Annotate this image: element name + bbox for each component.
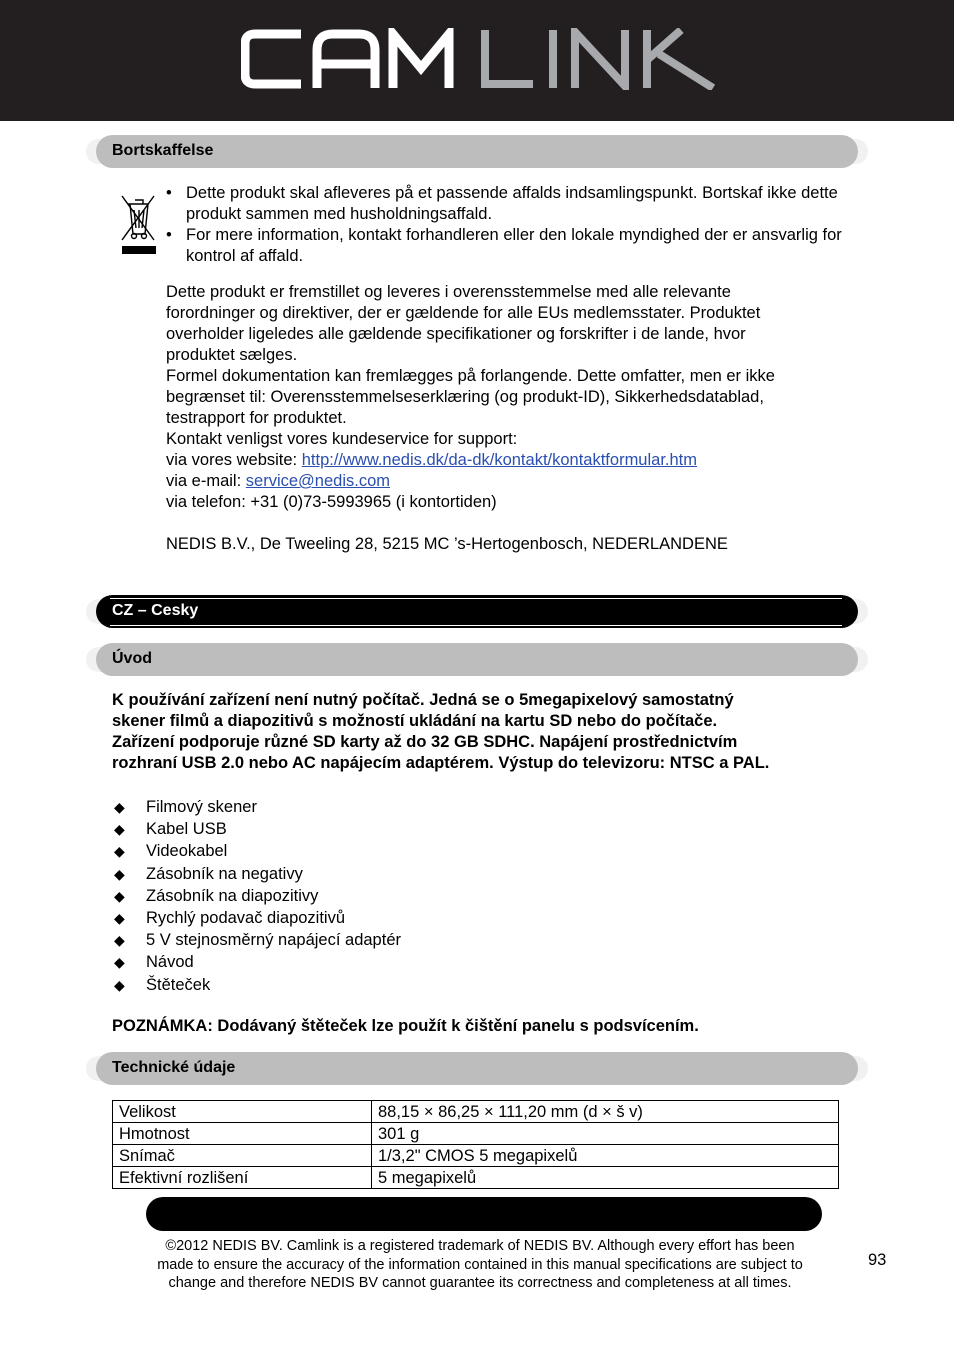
spec-value: 88,15 × 86,25 × 111,20 mm (d × š v) — [372, 1101, 839, 1123]
footer-line: ©2012 NEDIS BV. Camlink is a registered trademark of NEDIS BV. Although every effort has been — [165, 1238, 795, 1254]
email-prefix: via e-mail: — [166, 472, 246, 490]
spec-label: Efektivní rozlišení — [113, 1167, 372, 1189]
paragraph-line: overholder ligeledes alle gældende specifikationer og forskrifter i de lande, hvor — [166, 325, 746, 343]
list-item: ◆ Filmový skener — [114, 798, 257, 816]
spec-value: 301 g — [372, 1123, 839, 1145]
spec-label: Hmotnost — [113, 1123, 372, 1145]
phone-line: via telefon: +31 (0)73-5993965 (i kontortiden) — [166, 493, 497, 511]
paragraph-line: K používání zařízení není nutný počítač. Jedná se o 5megapixelový samostatný — [112, 691, 734, 709]
package-contents-list — [112, 796, 612, 996]
paragraph-line: forordninger og direktiver, der er gældende for alle EUs medlemsstater. Produktet — [166, 304, 761, 322]
website-prefix: via vores website: — [166, 451, 302, 469]
diamond-bullet-icon: ◆ — [114, 932, 125, 949]
section-title: Úvod — [112, 650, 152, 667]
table-row — [113, 1145, 839, 1167]
table-row — [113, 1123, 839, 1145]
footer-line: change and therefore NEDIS BV cannot guarantee its correctness and completeness at all times. — [168, 1275, 792, 1291]
website-link[interactable]: http://www.nedis.dk/da-dk/kontakt/kontaktformular.htm — [301, 451, 698, 469]
list-item: ◆ Videokabel — [114, 842, 228, 861]
paragraph-line: Dette produkt er fremstillet og leveres i overensstemmelse med alle relevante — [166, 283, 731, 301]
spec-label: Snímač — [113, 1145, 372, 1167]
list-item: ◆ Kabel USB — [114, 820, 227, 839]
section-header-uvod — [96, 643, 858, 676]
paragraph-line: testrapport for produktet. — [166, 409, 347, 427]
paragraph-line: Kontakt venligst vores kundeservice for support: — [166, 430, 518, 448]
list-item: • Dette produkt skal afleveres på et passende affalds indsamlingspunkt. Bortskaf ikke dette produkt sammen med husholdningsaffald. — [166, 183, 846, 225]
spec-label: Velikost — [113, 1101, 372, 1123]
spec-table — [112, 1100, 839, 1189]
section-header-bortskaffelse — [96, 135, 858, 168]
section-header-cz — [96, 595, 858, 628]
address-line: NEDIS B.V., De Tweeling 28, 5215 MC ’s-Hertogenbosch, NEDERLANDENE — [166, 535, 728, 553]
diamond-bullet-icon: ◆ — [114, 976, 125, 993]
diamond-bullet-icon: ◆ — [114, 821, 125, 838]
section-title: Bortskaffelse — [112, 142, 214, 159]
list-item: ◆ Štěteček — [114, 975, 211, 994]
website-line — [166, 450, 856, 471]
svg-text:CAM: CAM — [241, 28, 244, 29]
paragraph-line: produktet sælges. — [166, 346, 298, 364]
list-item: • For mere information, kontakt forhandleren eller den lokale myndighed der er ansvarlig for kontrol af affald. — [166, 225, 846, 267]
camlink-logo — [241, 28, 721, 90]
page-header — [0, 0, 954, 121]
table-row — [113, 1167, 839, 1189]
list-item: ◆ Návod — [114, 953, 194, 972]
footer-bar — [146, 1197, 822, 1231]
footer-disclaimer — [120, 1237, 840, 1293]
section-title: Technické údaje — [112, 1059, 236, 1076]
paragraph-line: rozhraní USB 2.0 nebo AC napájecím adaptérem. Výstup do televizoru: NTSC a PAL. — [112, 754, 770, 772]
note-text: POZNÁMKA: Dodávaný štěteček lze použít k čištění panelu s podsvícením. — [112, 1017, 699, 1035]
paragraph-line: skener filmů a diapozitivů s možností ukládání na kartu SD nebo do počítače. — [112, 712, 718, 730]
intro-paragraph — [112, 690, 852, 774]
weee-bin-icon — [116, 190, 160, 256]
page-number: 93 — [868, 1251, 887, 1269]
paragraph-line: Zařízení podporuje různé SD karty až do 32 GB SDHC. Napájení prostřednictvím — [112, 733, 738, 751]
spec-value: 1/3,2" CMOS 5 megapixelů — [372, 1145, 839, 1167]
diamond-bullet-icon: ◆ — [114, 843, 125, 860]
table-row — [113, 1101, 839, 1123]
list-item: ◆ Zásobník na diapozitivy — [114, 886, 319, 905]
footer-line: made to ensure the accuracy of the information contained in this manual specifications are subject to — [157, 1256, 803, 1273]
list-item: ◆ 5 V stejnosměrný napájecí adaptér — [114, 931, 401, 950]
disposal-paragraph — [166, 282, 856, 555]
diamond-bullet-icon: ◆ — [114, 909, 125, 926]
diamond-bullet-icon: ◆ — [114, 954, 125, 971]
diamond-bullet-icon: ◆ — [114, 887, 125, 904]
paragraph-line: begrænset til: Overensstemmelseserklæring (og produkt-ID), Sikkerhedsdatablad, — [166, 388, 764, 406]
diamond-bullet-icon: ◆ — [114, 865, 125, 882]
diamond-bullet-icon: ◆ — [114, 799, 125, 815]
list-item: ◆ Zásobník na negativy — [114, 864, 303, 883]
disposal-bullets — [166, 183, 846, 267]
section-header-technicke — [96, 1052, 858, 1085]
list-item: ◆ Rychlý podavač diapozitivů — [114, 908, 346, 927]
email-line — [166, 471, 856, 492]
spec-value: 5 megapixelů — [372, 1167, 839, 1189]
email-link[interactable]: service@nedis.com — [245, 472, 390, 490]
paragraph-line: Formel dokumentation kan fremlægges på forlangende. Dette omfatter, men er ikke — [166, 367, 775, 385]
section-title: CZ – Cesky — [112, 602, 199, 619]
